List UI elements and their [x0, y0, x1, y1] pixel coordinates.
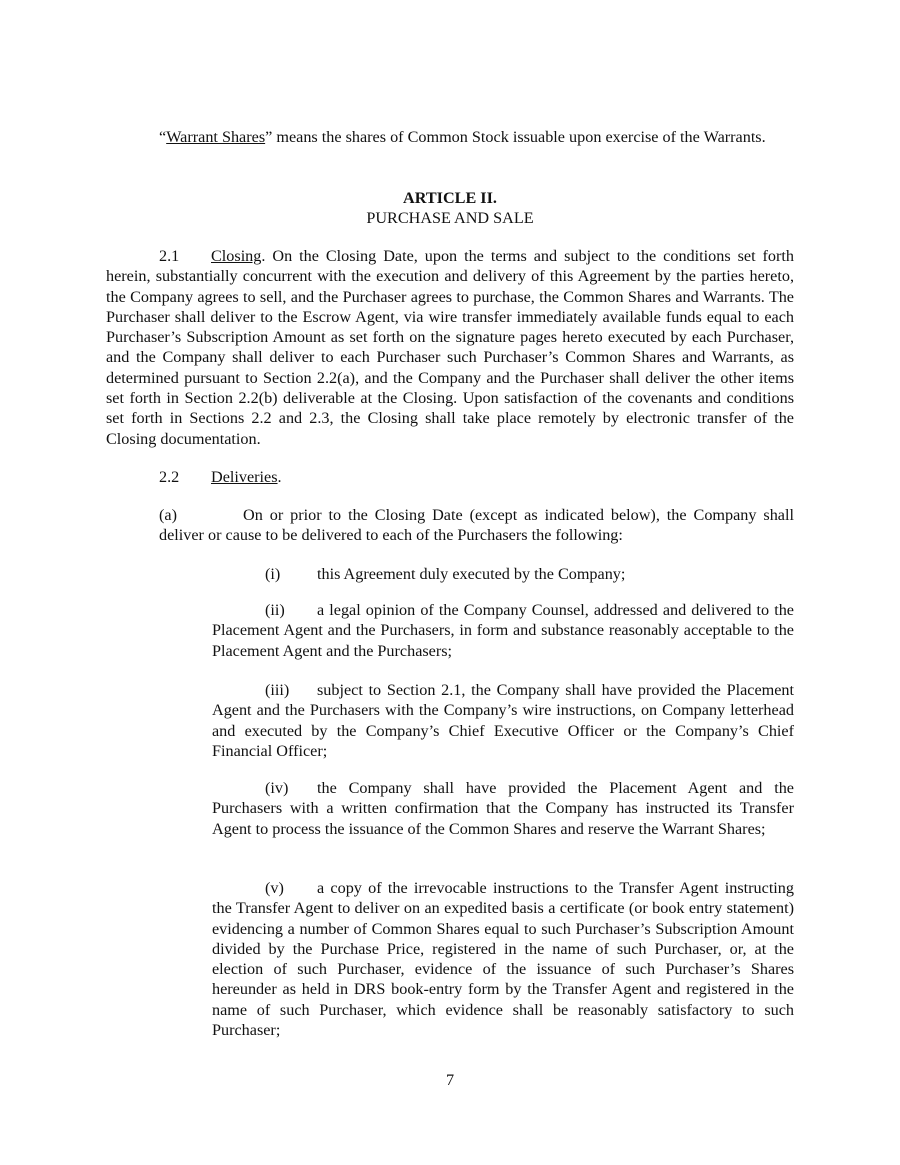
section-text: . On the Closing Date, upon the terms and subject to the conditions set forth herein, substantially concurrent with the execution and delivery of this Agreement by the parties hereto, the Company agrees to sell, and the Purchaser agrees to purchase, the Common Shares and Warrants. The Purchaser shall deliver to the Escrow Agent, via wire transfer immediately available funds equal to each Purchaser’s Subscription Amount as set forth on the signature pages hereto executed by each Purchaser, and the Company shall deliver to each Purchaser such Purchaser’s Common Shares and Warrants, as determined pursuant to Section 2.2(a), and the Company and the Purchaser shall deliver the other items set forth in Section 2.2(b) deliverable at the Closing. Upon satisfaction of the covenants and conditions set forth in Sections 2.2 and 2.3, the Closing shall take place remotely by electronic transfer of the Closing documentation. — [106, 247, 794, 448]
section-number: 2.2 — [159, 468, 180, 486]
item-label: (i) — [265, 565, 281, 583]
subsection-label: (a) — [159, 506, 177, 524]
section-2-2 — [106, 467, 794, 487]
section-number: 2.1 — [159, 247, 180, 265]
page-number: 7 — [445, 1071, 455, 1089]
item-label: (iii) — [265, 681, 290, 699]
subsection-a — [159, 505, 794, 546]
section-heading: Deliveries — [211, 468, 278, 486]
section-heading: Closing — [211, 247, 262, 265]
list-item — [212, 600, 794, 661]
item-text: the Company shall have provided the Placement Agent and the Purchasers with a written confirmation that the Company has instructed its Transfer Agent to process the issuance of the Common Shares and reserve the Warrant Shares; — [212, 779, 794, 838]
article-title: PURCHASE AND SALE — [366, 209, 534, 227]
item-text: subject to Section 2.1, the Company shall have provided the Placement Agent and the Purchasers with the Company’s wire instructions, on Company letterhead and executed by the Company’s Chief Executive Officer or the Company’s Chief Financial Officer; — [212, 681, 794, 760]
definition-warrant-shares: “Warrant Shares” means the shares of Common Stock issuable upon exercise of the Warrants. — [159, 128, 766, 146]
list-item — [212, 564, 794, 584]
list-item — [212, 778, 794, 839]
item-label: (iv) — [265, 779, 289, 797]
list-item — [212, 878, 794, 1040]
item-text: a legal opinion of the Company Counsel, addressed and delivered to the Placement Agent and the Purchasers, in form and substance reasonably acceptable to the Placement Agent and the Purchasers; — [212, 601, 794, 660]
item-label: (v) — [265, 879, 284, 897]
article-number: ARTICLE II. — [403, 189, 497, 207]
section-2-1 — [106, 246, 794, 449]
definition-text: means the shares of Common Stock issuable upon exercise of the Warrants. — [272, 128, 766, 146]
section-tail: . — [277, 468, 282, 486]
item-text: this Agreement duly executed by the Company; — [317, 565, 626, 583]
subsection-text: On or prior to the Closing Date (except as indicated below), the Company shall deliver or cause to be delivered to each of the Purchasers the following: — [159, 506, 794, 545]
item-text: a copy of the irrevocable instructions to the Transfer Agent instructing the Transfer Agent to deliver on an expedited basis a certificate (or book entry statement) evidencing a number of Common Shares equal to such Purchaser’s Subscription Amount divided by the Purchase Price, registered in the name of such Purchaser, or, at the election of such Purchaser, evidence of the issuance of such Purchaser’s Shares hereunder as held in DRS book-entry form by the Transfer Agent and registered in the name of such Purchaser, which evidence shall be reasonably satisfactory to such Purchaser; — [212, 879, 794, 1040]
item-label: (ii) — [265, 601, 285, 619]
defined-term: Warrant Shares — [166, 128, 266, 146]
list-item — [212, 680, 794, 761]
